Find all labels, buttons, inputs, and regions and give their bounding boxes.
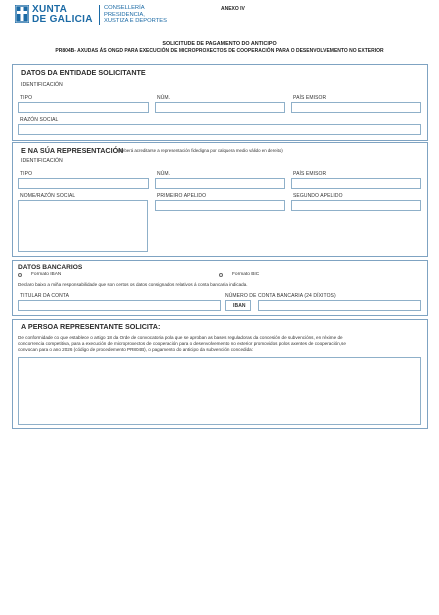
annex-label: ANEXO IV [221,6,245,12]
applicant-tipo-label: TIPO [20,95,33,101]
titular-field[interactable] [18,300,221,311]
bic-format-label: Formato BIC [232,272,260,277]
applicant-num-field[interactable] [155,102,285,113]
applicant-pais-field[interactable] [291,102,421,113]
request-text-line3: convocan para o ano 2026 (código de procedemento PR804B), o pagamento do anticipo da subvención concedida: [18,347,253,352]
dept-line1: CONSELLERÍA [104,5,145,11]
representation-note: (deberá acreditarse a representación fidedigna por calquera medio válido en dereito) [118,148,283,153]
applicant-razon-field[interactable] [18,124,421,135]
representation-heading: E NA SÚA REPRESENTACIÓN [21,146,124,155]
applicant-pais-label: PAÍS EMISOR [293,95,327,101]
logo-line1: XUNTA [32,4,68,15]
representation-identification-label: IDENTIFICACIÓN [21,158,63,164]
rep-apelido1-label: PRIMEIRO APELIDO [157,193,207,199]
form-subtitle: PR804B- AXUDAS ÁS ONGD PARA EXECUCIÓN DE MICROPROXECTOS DE COOPERACIÓN PARA O DESENVOLVEMENTO NO EXTERIOR [55,48,384,54]
rep-apelido2-field[interactable] [291,200,421,211]
applicant-razon-label: RAZÓN SOCIAL [20,117,59,123]
rep-pais-label: PAÍS EMISOR [293,171,327,177]
request-textarea[interactable] [18,357,421,425]
bank-heading: DATOS BANCARIOS [18,264,83,271]
rep-nome-field[interactable] [18,200,148,252]
logo-divider [99,5,100,25]
bic-format-radio[interactable] [219,273,223,277]
account-number-label: NÚMERO DE CONTA BANCARIA (24 DÍXITOS) [225,293,336,299]
xunta-logo-icon [15,5,29,23]
iban-format-radio[interactable] [18,273,22,277]
applicant-tipo-field[interactable] [18,102,149,113]
form-title: SOLICITUDE DE PAGAMENTO DO ANTICIPO [162,41,277,47]
rep-nome-label: NOME/RAZÓN SOCIAL [20,193,76,199]
rep-apelido1-field[interactable] [155,200,285,211]
rep-num-field[interactable] [155,178,285,189]
request-text-line1: De conformidade co que establece o artigo 18 da Orde de convocatoria pola que se aproban as bases reguladoras da concesión de subvencións, en réxime de [18,335,343,340]
dept-line3: XUSTIZA E DEPORTES [104,18,168,24]
titular-label: TITULAR DA CONTA [20,293,70,299]
bank-declaration: Declaro baixo a miña responsabilidade que son certos os datos consignados relativos á conta bancaria indicada. [18,282,248,287]
logo-line2: DE GALICIA [32,14,93,25]
applicant-identification-label: IDENTIFICACIÓN [21,82,63,88]
rep-pais-field[interactable] [291,178,421,189]
rep-tipo-label: TIPO [20,171,33,177]
rep-apelido2-label: SEGUNDO APELIDO [293,193,343,199]
request-text-line2: concorrencia competitiva, para a execución de microproxectos de cooperación para o desenvolvemento no exterior promovidos polos axentes de cooperación,se [18,341,346,346]
iban-prefix-label: IBAN [233,303,246,309]
dept-line2: PRESIDENCIA, [104,11,145,18]
request-heading: A PERSOA REPRESENTANTE SOLICITA: [21,322,161,331]
account-number-field[interactable] [258,300,421,311]
iban-format-label: Formato IBAN [31,272,62,277]
rep-tipo-field[interactable] [18,178,149,189]
rep-num-label: NÚM. [157,171,171,177]
applicant-num-label: NÚM. [157,95,171,101]
applicant-heading: DATOS DA ENTIDADE SOLICITANTE [21,68,146,77]
